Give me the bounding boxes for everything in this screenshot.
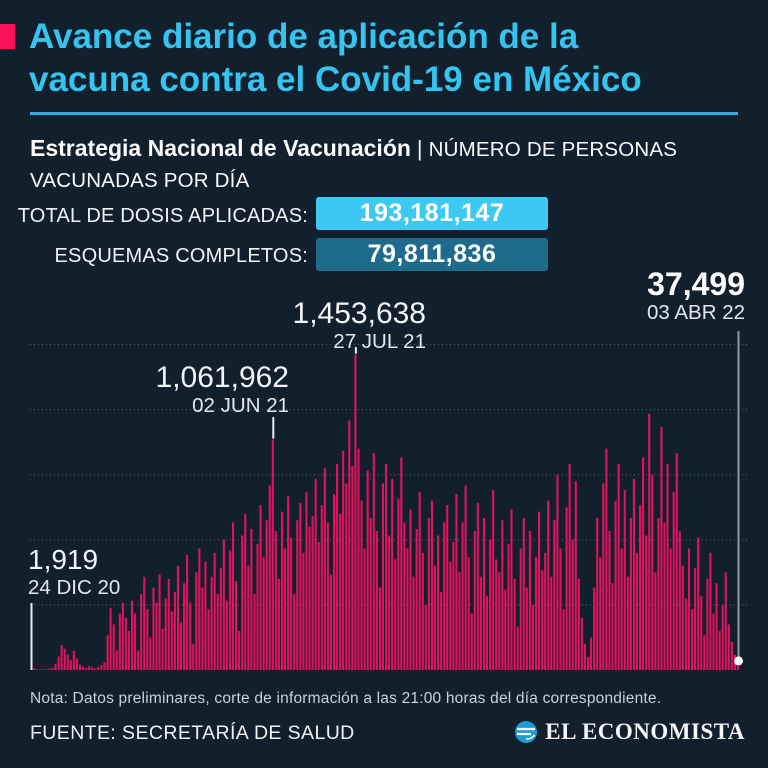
complete-schemes-badge: 79,811,836 (316, 238, 548, 271)
bar (621, 549, 623, 671)
bar (137, 651, 139, 671)
annotation-june-peak (156, 362, 289, 418)
bar (217, 594, 219, 670)
bar (719, 631, 721, 670)
bar (587, 657, 589, 670)
bar (116, 651, 118, 671)
bar (192, 644, 194, 670)
bar (36, 669, 38, 670)
bar (235, 581, 237, 670)
bar (394, 559, 396, 670)
bar (315, 479, 317, 670)
bar (241, 536, 243, 671)
bar (446, 505, 448, 670)
bar (593, 588, 595, 671)
bar (504, 590, 506, 670)
bar (183, 583, 185, 670)
bar (186, 555, 188, 670)
bar (351, 466, 353, 670)
bar (590, 638, 592, 671)
bar (155, 603, 157, 670)
bar (563, 609, 565, 670)
bar (82, 667, 84, 670)
annotation-value: 37,499 (647, 266, 745, 302)
bar (379, 588, 381, 671)
bar (204, 562, 206, 671)
subtitle-description: NÚMERO DE PERSONAS VACUNADAS POR DÍA (30, 138, 678, 192)
bar (125, 618, 127, 670)
bar (633, 479, 635, 670)
bar (544, 553, 546, 670)
bar (443, 522, 445, 670)
bar (324, 468, 326, 670)
subtitle-separator: | (416, 136, 423, 161)
bar (572, 540, 574, 670)
bar (602, 483, 604, 670)
bar (189, 603, 191, 670)
annotation-july-record (293, 298, 426, 354)
bar (434, 566, 436, 670)
bar (168, 579, 170, 670)
bar (296, 520, 298, 670)
bar (64, 649, 66, 670)
brand-logo (514, 719, 745, 745)
bar (636, 553, 638, 670)
bar (226, 601, 228, 670)
bar (174, 592, 176, 670)
bar (58, 657, 60, 671)
bar (425, 605, 427, 670)
bar (416, 529, 418, 670)
bar (107, 635, 109, 670)
bar (468, 557, 470, 670)
bar (97, 667, 99, 670)
bar (489, 540, 491, 670)
complete-schemes-label: ESQUEMAS COMPLETOS: (54, 245, 308, 267)
bar (354, 355, 356, 670)
bar (462, 522, 464, 670)
bar (256, 544, 258, 670)
bar (547, 501, 549, 670)
bar (556, 475, 558, 670)
bar (581, 618, 583, 670)
bar (42, 669, 44, 670)
bar (535, 557, 537, 670)
bar (385, 464, 387, 670)
bar (510, 509, 512, 670)
bar (645, 536, 647, 671)
bar (694, 568, 696, 670)
annotation-date: 27 JUL 21 (333, 330, 426, 353)
bar (480, 577, 482, 670)
bar (437, 536, 439, 671)
bar (532, 605, 534, 670)
bar (654, 572, 656, 670)
annotation-latest-day (647, 267, 745, 325)
bar (731, 642, 733, 670)
bar (627, 577, 629, 670)
bar (507, 544, 509, 670)
bar (103, 662, 105, 670)
bar (611, 583, 613, 670)
bar (330, 575, 332, 671)
bar (223, 540, 225, 670)
bar (94, 669, 96, 671)
bar (370, 518, 372, 670)
bar (73, 651, 75, 670)
bar (520, 549, 522, 671)
bar (165, 598, 167, 670)
bar (238, 631, 240, 670)
bar (703, 635, 705, 670)
annotation-value: 1,919 (28, 544, 99, 575)
bar (308, 527, 310, 670)
bar (449, 562, 451, 671)
bar (70, 660, 72, 670)
total-doses-label: TOTAL DE DOSIS APLICADAS: (17, 205, 308, 227)
page-title-line2: vacuna contra el Covid-19 en México (29, 60, 642, 99)
bar (208, 609, 210, 670)
bar (651, 475, 653, 670)
bar (312, 516, 314, 670)
bar (685, 598, 687, 670)
bar (642, 457, 644, 670)
bar (526, 588, 528, 671)
bar (608, 531, 610, 670)
bar (575, 481, 577, 670)
bar (679, 531, 681, 670)
bar (146, 609, 148, 670)
bar (538, 512, 540, 670)
bar (391, 479, 393, 670)
annotation-value: 1,061,962 (155, 361, 289, 394)
bar (88, 666, 90, 670)
bar (357, 449, 359, 670)
bar (477, 503, 479, 670)
bar (367, 470, 369, 670)
bar (113, 624, 115, 670)
footnote: Nota: Datos preliminares, corte de información a las 21:00 horas del día correspondiente. (30, 690, 662, 707)
bar (33, 668, 35, 670)
bar (348, 421, 350, 671)
bar (419, 492, 421, 670)
bar (673, 492, 675, 670)
bar (624, 490, 626, 670)
bar (85, 668, 87, 670)
bar (229, 551, 231, 670)
bar (382, 483, 384, 670)
bar (266, 520, 268, 670)
bar (492, 490, 494, 670)
bar (406, 549, 408, 671)
bar (440, 592, 442, 670)
total-doses-badge: 193,181,147 (316, 197, 548, 230)
bar (232, 522, 234, 670)
bar (388, 536, 390, 671)
bar (455, 494, 457, 670)
page-title-line1: Avance diario de aplicación de la (29, 17, 579, 56)
brand-name: EL ECONOMISTA (545, 719, 745, 744)
bar (76, 659, 78, 670)
bar (318, 542, 320, 670)
bar (54, 664, 56, 670)
bar (302, 553, 304, 670)
bar (541, 570, 543, 670)
bar (119, 614, 121, 670)
bar (712, 614, 714, 670)
bar (91, 667, 93, 670)
annotation-first-day (28, 544, 120, 600)
bar (143, 577, 145, 670)
bar (670, 549, 672, 671)
bar (177, 566, 179, 670)
bar (517, 627, 519, 670)
bar (134, 614, 136, 670)
bar (725, 572, 727, 670)
bar (339, 514, 341, 670)
bar (566, 507, 568, 670)
bar (722, 605, 724, 670)
bar (152, 588, 154, 671)
bar (373, 453, 375, 670)
bar (321, 505, 323, 670)
bar (67, 655, 69, 670)
bar (250, 529, 252, 670)
bar (244, 514, 246, 670)
bar (413, 577, 415, 670)
bar (272, 440, 274, 670)
bar (706, 579, 708, 670)
bar (599, 557, 601, 670)
bar (682, 566, 684, 670)
bar (648, 414, 650, 670)
bar (400, 457, 402, 670)
bar (700, 596, 702, 670)
latest-value-dot (734, 656, 743, 665)
bar (278, 579, 280, 670)
bar (305, 492, 307, 670)
annotation-date: 24 DIC 20 (28, 576, 121, 599)
bar (550, 577, 552, 670)
bar (709, 553, 711, 670)
bar (514, 579, 516, 670)
bar (486, 596, 488, 670)
bar (220, 568, 222, 670)
bar (253, 594, 255, 670)
bar (364, 549, 366, 671)
bar (122, 603, 124, 670)
bar (569, 464, 571, 670)
bar (79, 665, 81, 670)
bar (471, 614, 473, 670)
bar (630, 518, 632, 670)
bar (345, 483, 347, 670)
bar (584, 644, 586, 670)
subtitle-strategy: Estrategia Nacional de Vacunación (30, 135, 411, 161)
bar (596, 518, 598, 670)
annotation-date: 02 JUN 21 (192, 394, 289, 417)
bar (201, 588, 203, 671)
bar (342, 451, 344, 670)
bar (716, 583, 718, 670)
bar (553, 520, 555, 670)
bar (51, 668, 53, 670)
bar (458, 572, 460, 670)
bar (618, 464, 620, 670)
bar (211, 577, 213, 670)
bar (275, 531, 277, 670)
bar (149, 638, 151, 671)
bar (140, 594, 142, 670)
bar (269, 486, 271, 670)
bar (195, 572, 197, 670)
bar (198, 549, 200, 671)
bar (428, 518, 430, 670)
bar (131, 601, 133, 670)
bar (263, 557, 265, 670)
bar (728, 624, 730, 670)
bar (663, 522, 665, 670)
bar (45, 669, 47, 670)
bar (660, 427, 662, 670)
bar (299, 503, 301, 670)
bar (110, 608, 112, 670)
bar (100, 665, 102, 670)
bar (431, 501, 433, 670)
bar (559, 549, 561, 671)
bar (498, 572, 500, 670)
bar (465, 486, 467, 670)
annotation-value: 1,453,638 (292, 297, 426, 330)
bar (327, 522, 329, 670)
bar (676, 453, 678, 670)
bar (639, 505, 641, 670)
bar (361, 501, 363, 670)
bar (287, 496, 289, 670)
bar (605, 449, 607, 670)
bar (397, 499, 399, 670)
bar (691, 609, 693, 670)
bar (474, 531, 476, 670)
bar (61, 645, 63, 670)
bar (281, 512, 283, 670)
bar (409, 509, 411, 670)
bar (260, 505, 262, 670)
bar (495, 559, 497, 670)
bar (422, 553, 424, 670)
bar (452, 542, 454, 670)
bar (128, 631, 130, 670)
bar (615, 501, 617, 670)
bar (501, 520, 503, 670)
bar (657, 518, 659, 670)
bar (403, 522, 405, 670)
bar (162, 629, 164, 670)
bar (247, 566, 249, 670)
source-credit: FUENTE: SECRETARÍA DE SALUD (30, 722, 355, 744)
bar (333, 494, 335, 670)
bar (293, 594, 295, 670)
bar (39, 669, 41, 670)
bar (171, 611, 173, 670)
bar (48, 669, 50, 671)
bar (336, 464, 338, 670)
bar (159, 575, 161, 671)
bar (697, 538, 699, 670)
globe-e-icon (514, 720, 538, 744)
bar (529, 531, 531, 670)
bar (523, 518, 525, 670)
bar (180, 622, 182, 670)
bar (667, 464, 669, 670)
bar (290, 538, 292, 670)
bar (578, 579, 580, 670)
bar (214, 553, 216, 670)
bar (284, 549, 286, 671)
bar (688, 549, 690, 671)
bar (376, 531, 378, 670)
bar (483, 518, 485, 670)
annotation-date: 03 ABR 22 (646, 301, 745, 324)
